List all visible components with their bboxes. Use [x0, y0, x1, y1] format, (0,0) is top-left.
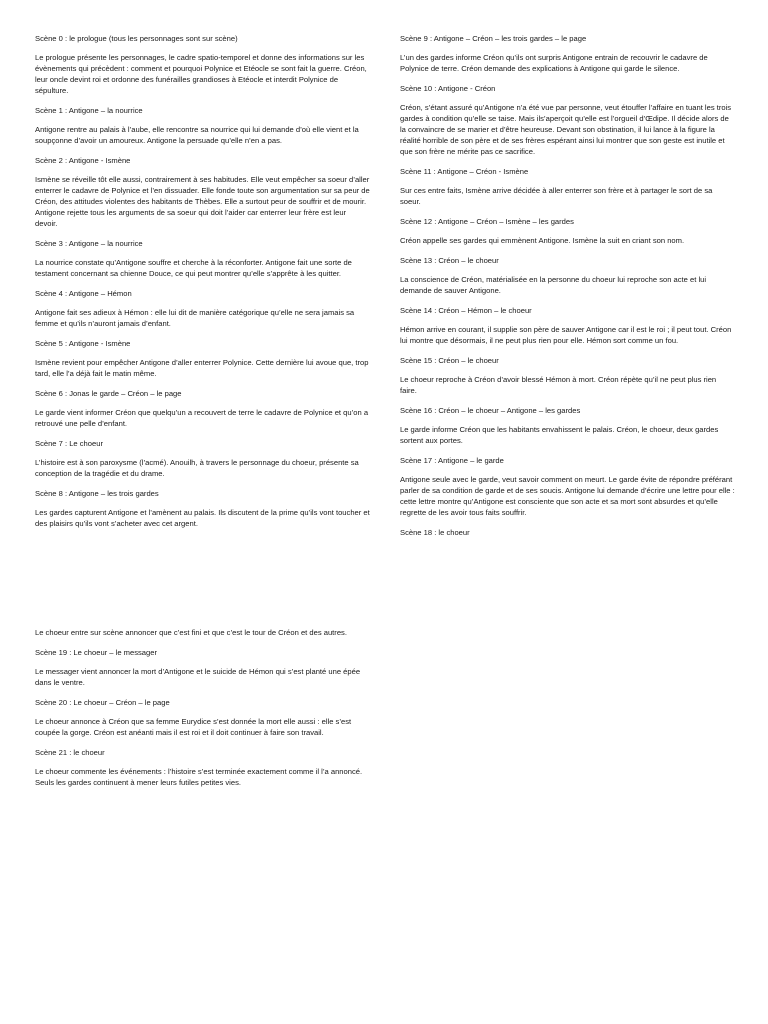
- scene-summary: Le prologue présente les personnages, le cadre spatio-temporel et donne des informations sur les évènements qui précèdent : comment et pourquoi Polynice et Etéocle se sont fait la guerre. Créon, leur oncle devint roi et ordonne des funérailles grandioses à Etéocle et interdit Polynice de sépulture.: [35, 53, 367, 95]
- scene-heading: Scène 18 : le choeur: [400, 528, 470, 537]
- scene-summary: Sur ces entre faits, Ismène arrive décidée à aller enterrer son frère et à partager le sort de sa soeur.: [400, 186, 713, 206]
- scene-heading: Scène 5 : Antigone - Ismène: [35, 339, 131, 348]
- scene-heading: Scène 8 : Antigone – les trois gardes: [35, 489, 159, 498]
- scene-16: [400, 405, 735, 446]
- scene-15: [400, 355, 735, 396]
- scene-heading: Scène 14 : Créon – Hémon – le choeur: [400, 306, 532, 315]
- scene-summary: L’un des gardes informe Créon qu’ils ont surpris Antigone entrain de recouvrir le cadavre de Polynice de terre. Créon demande des explications à Antigone qui garde le silence.: [400, 53, 708, 73]
- scene-3: [35, 238, 370, 279]
- scene-heading: Scène 20 : Le choeur – Créon – le page: [35, 698, 170, 707]
- scene-summary: Le garde vient informer Créon que quelqu’un a recouvert de terre le cadavre de Polynice et qu’on a retrouvé une pelle d’enfant.: [35, 408, 369, 428]
- scene-heading: Scène 7 : Le choeur: [35, 439, 103, 448]
- scene-14: [400, 305, 735, 346]
- scene-6: [35, 388, 370, 429]
- scene-heading: Scène 21 : le choeur: [35, 748, 105, 757]
- scene-heading: Scène 10 : Antigone - Créon: [400, 84, 496, 93]
- scene-1: [35, 105, 370, 146]
- scene-8: [35, 488, 370, 529]
- scene-heading: Scène 16 : Créon – le choeur – Antigone – les gardes: [400, 406, 581, 415]
- continuation-column: [35, 627, 370, 797]
- scene-heading: Scène 6 : Jonas le garde – Créon – le page: [35, 389, 182, 398]
- scene-summary: Le choeur reproche à Créon d’avoir blessé Hémon à mort. Créon répète qu’il ne peut plus rien faire.: [400, 375, 717, 395]
- scene-summary: Ismène se réveille tôt elle aussi, contrairement à ses habitudes. Elle veut empêcher sa soeur d’aller enterrer le cadavre de Polynice et l’en dissuader. Elle fonde toute son argumentation sur sa peur de Créon, des attitudes violentes des habitants de Thèbes. Elle a surtout peur de souffrir et de mourir. Antigone rejette tous les arguments de sa soeur qui doit l’aider car enterrer leur frère est leur devoir.: [35, 175, 370, 228]
- scene-heading: Scène 17 : Antigone – le garde: [400, 456, 504, 465]
- scene-17: [400, 455, 735, 518]
- scene-0: [35, 33, 370, 96]
- scene-2: [35, 155, 370, 229]
- scene-summary: Le choeur commente les événements : l’histoire s’est terminée exactement comme il l’a annoncé. Seuls les gardes continuent à mener leurs futiles petites vies.: [35, 767, 363, 787]
- scene-heading: Scène 19 : Le choeur – le messager: [35, 648, 157, 657]
- scene-heading: Scène 13 : Créon – le choeur: [400, 256, 499, 265]
- scene-heading: Scène 11 : Antigone – Créon - Ismène: [400, 167, 529, 176]
- scene-heading: Scène 15 : Créon – le choeur: [400, 356, 499, 365]
- scene-summary: Le garde informe Créon que les habitants envahissent le palais. Créon, le choeur, deux gardes sortent aux portes.: [400, 425, 719, 445]
- scene-heading: Scène 2 : Antigone - Ismène: [35, 156, 131, 165]
- scene-13: [400, 255, 735, 296]
- scene-18-summary: Le choeur entre sur scène annoncer que c’est fini et que c’est le tour de Créon et des autres.: [35, 628, 347, 637]
- scene-summary: Le messager vient annoncer la mort d’Antigone et le suicide de Hémon qui s’est planté une épée dans le ventre.: [35, 667, 361, 687]
- left-column: [35, 33, 370, 538]
- scene-summary: La conscience de Créon, matérialisée en la personne du choeur lui reproche son acte et lui demande de sauver Antigone.: [400, 275, 707, 295]
- scene-21: [35, 747, 370, 788]
- scene-4: [35, 288, 370, 329]
- scene-20: [35, 697, 370, 738]
- scene-5: [35, 338, 370, 379]
- scene-summary: Le choeur annonce à Créon que sa femme Eurydice s’est donnée la mort elle aussi : elle s’est coupée la gorge. Créon est anéanti mais il est roi et il doit continuer à faire son travail.: [35, 717, 352, 737]
- scene-12: [400, 216, 735, 246]
- scene-heading: Scène 9 : Antigone – Créon – les trois gardes – le page: [400, 34, 587, 43]
- scene-summary: Antigone fait ses adieux à Hémon : elle lui dit de manière catégorique qu’elle ne sera jamais sa femme et qu’ils n’auront jamais d’enfant.: [35, 308, 355, 328]
- scene-heading: Scène 12 : Antigone – Créon – Ismène – les gardes: [400, 217, 574, 226]
- scene-summary: L’histoire est à son paroxysme (l’acmé). Anouilh, à travers le personnage du choeur, présente sa conception de la tragédie et du drame.: [35, 458, 359, 478]
- scene-heading: Scène 3 : Antigone – la nourrice: [35, 239, 143, 248]
- scene-summary: La nourrice constate qu’Antigone souffre et cherche à la réconforter. Antigone fait une sorte de testament concernant sa chienne Douce, ce qui peut montrer qu’elle s’apprête à les quitter.: [35, 258, 352, 278]
- scene-19: [35, 647, 370, 688]
- scene-summary: Antigone rentre au palais à l’aube, elle rencontre sa nourrice qui lui demande d’où elle vient et la soupçonne d’avoir un amoureux. Antigone la persuade qu’elle n’en a pas.: [35, 125, 359, 145]
- scene-heading: Scène 1 : Antigone – la nourrice: [35, 106, 143, 115]
- scene-11: [400, 166, 735, 207]
- scene-summary: Les gardes capturent Antigone et l’amènent au palais. Ils discutent de la prime qu’ils vont toucher et des plaisirs qu’ils vont s’acheter avec cet argent.: [35, 508, 370, 528]
- scene-summary: Antigone seule avec le garde, veut savoir comment on meurt. Le garde évite de répondre préférant parler de sa condition de garde et de ses soucis. Antigone lui demande d’écrire une lettre pour elle : cette lettre montre qu’Antigone est consciente que son acte et sa mort sont absurdes et qu’elle regrette de les avoir tous faits souffrir.: [400, 475, 735, 517]
- scene-9: [400, 33, 735, 74]
- scene-summary: Ismène revient pour empêcher Antigone d’aller enterrer Polynice. Cette dernière lui avoue que, trop tard, elle l’a déjà fait le matin même.: [35, 358, 369, 378]
- scene-7: [35, 438, 370, 479]
- right-column: [400, 33, 735, 546]
- scene-summary: Créon, s’étant assuré qu’Antigone n’a été vue par personne, veut étouffer l’affaire en tuant les trois gardes à condition qu’elle se taise. Mais ils’aperçoit qu’elle est l’orgueil d’Œdipe. Il décide alors de la convaincre de se marier et d’être heureuse. Devant son obstination, il lui lance à la figure la réalité horrible de son père et de ses frères espérant ainsi lui montrer que son geste est inutile et que son frère ne mérite pas ce sacrifice.: [400, 103, 732, 156]
- scene-10: [400, 83, 735, 157]
- scene-heading: Scène 4 : Antigone – Hémon: [35, 289, 132, 298]
- scene-summary: Hémon arrive en courant, il supplie son père de sauver Antigone car il est le roi ; il peut tout. Créon lui montre que désormais, il ne peut plus rien pour elle. Hémon sort comme un fou.: [400, 325, 732, 345]
- scene-summary: Créon appelle ses gardes qui emmènent Antigone. Ismène la suit en criant son nom.: [400, 236, 685, 245]
- scene-heading: Scène 0 : le prologue (tous les personnages sont sur scène): [35, 34, 238, 43]
- scene-18: [400, 527, 735, 538]
